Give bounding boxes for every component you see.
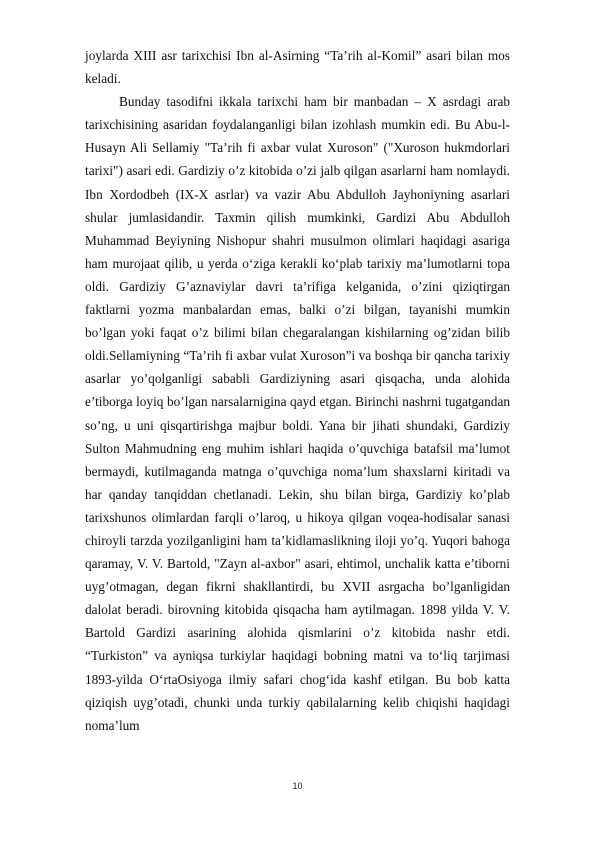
paragraph-continuation: joylarda XIII asr tarixchisi Ibn al-Asirning “Ta’rih al-Komil” asari bilan mos keladi. bbox=[85, 48, 510, 87]
page-number: 10 bbox=[292, 781, 303, 791]
paragraph-main: Bunday tasodifni ikkala tarixchi ham bir manbadan – X asrdagi arab tarixchisining asaridan foydalanganligi bilan izohlash mumkin edi. Bu Abu-l-Husayn Ali Sellamiy "Ta’rih fi axbar vulat Xuroson" ("Xuroson hukmdorlari tarixi") asari edi. Gardiziy o’z kitobida o’zi jalb qilgan asarlarni ham nomlaydi. Ibn Xordodbeh (IX-X asrlar) va vazir Abu Abdulloh Jayhoniyning asarlari shular jumlasidandir. Taxmin qilish mumkinki, Gardizi Abu Abdulloh Muhammad Beyiyning Nishopur shahri musulmon olimlari haqidagi asariga ham murojaat qilib, u yerda o‘ziga kerakli ko‘plab tarixiy ma’lumotlarni topa oldi. Gardiziy G’aznaviylar davri ta’rifiga kelganida, o’zini qiziqtirgan faktlarni yozma manbalardan emas, balki o’zi bilgan, tayanishi mumkin bo’lgan yoki faqat o’z bilimi bilan chegaralangan kishilarning og’zidan bilib oldi.Sellamiyning “Ta’rih fi axbar vulat Xuroson”i va boshqa bir qancha tarixiy asarlar yo’qolganligi sababli Gardiziyning asari qisqacha, unda alohida e’tiborga loyiq bo’lgan narsalarnigina qayd etgan. Birinchi nashrni tugatgandan so’ng, u uni qisqartirishga majbur boldi. Yana bir jihati shundaki, Gardiziy Sulton Mahmudning eng muhim ishlari haqida o’quvchiga batafsil ma’lumot bermaydi, kutilmaganda matnga o’quvchiga noma’lum shaxslarni kiritadi va har qanday tanqiddan chetlanadi. Lekin, shu bilan birga, Gardiziy ko’plab tarixshunos olimlardan farqli o’laroq, u hikoya qilgan voqea-hodisalar sanasi chiroyli tarzda yozilganligini ham ta’kidlamaslikning iloji yo’q. Yuqori bahoga qaramay, V. V. Bartold, "Zayn al-axbor" asari, ehtimol, unchalik katta e’tiborni uyg’otmagan, degan fikrni shakllantirdi, bu XVII asrgacha bo’lganligidan dalolat beradi. birovning kitobida qisqacha ham aytilmagan. 1898 yilda V. V. Bartold Gardizi asarining alohida qismlarini o’z kitobida nashr etdi. “Turkiston” va ayniqsa turkiylar haqidagi bobning matni va to‘liq tarjimasi 1893-yilda O‘rtaOsiyoga ilmiy safari chog‘ida kashf etilgan. Bu bob katta qiziqish uyg’otadi, chunki unda turkiy qabilalarning kelib chiqishi haqidagi noma’lum bbox=[85, 94, 510, 733]
body-text bbox=[85, 44, 510, 737]
